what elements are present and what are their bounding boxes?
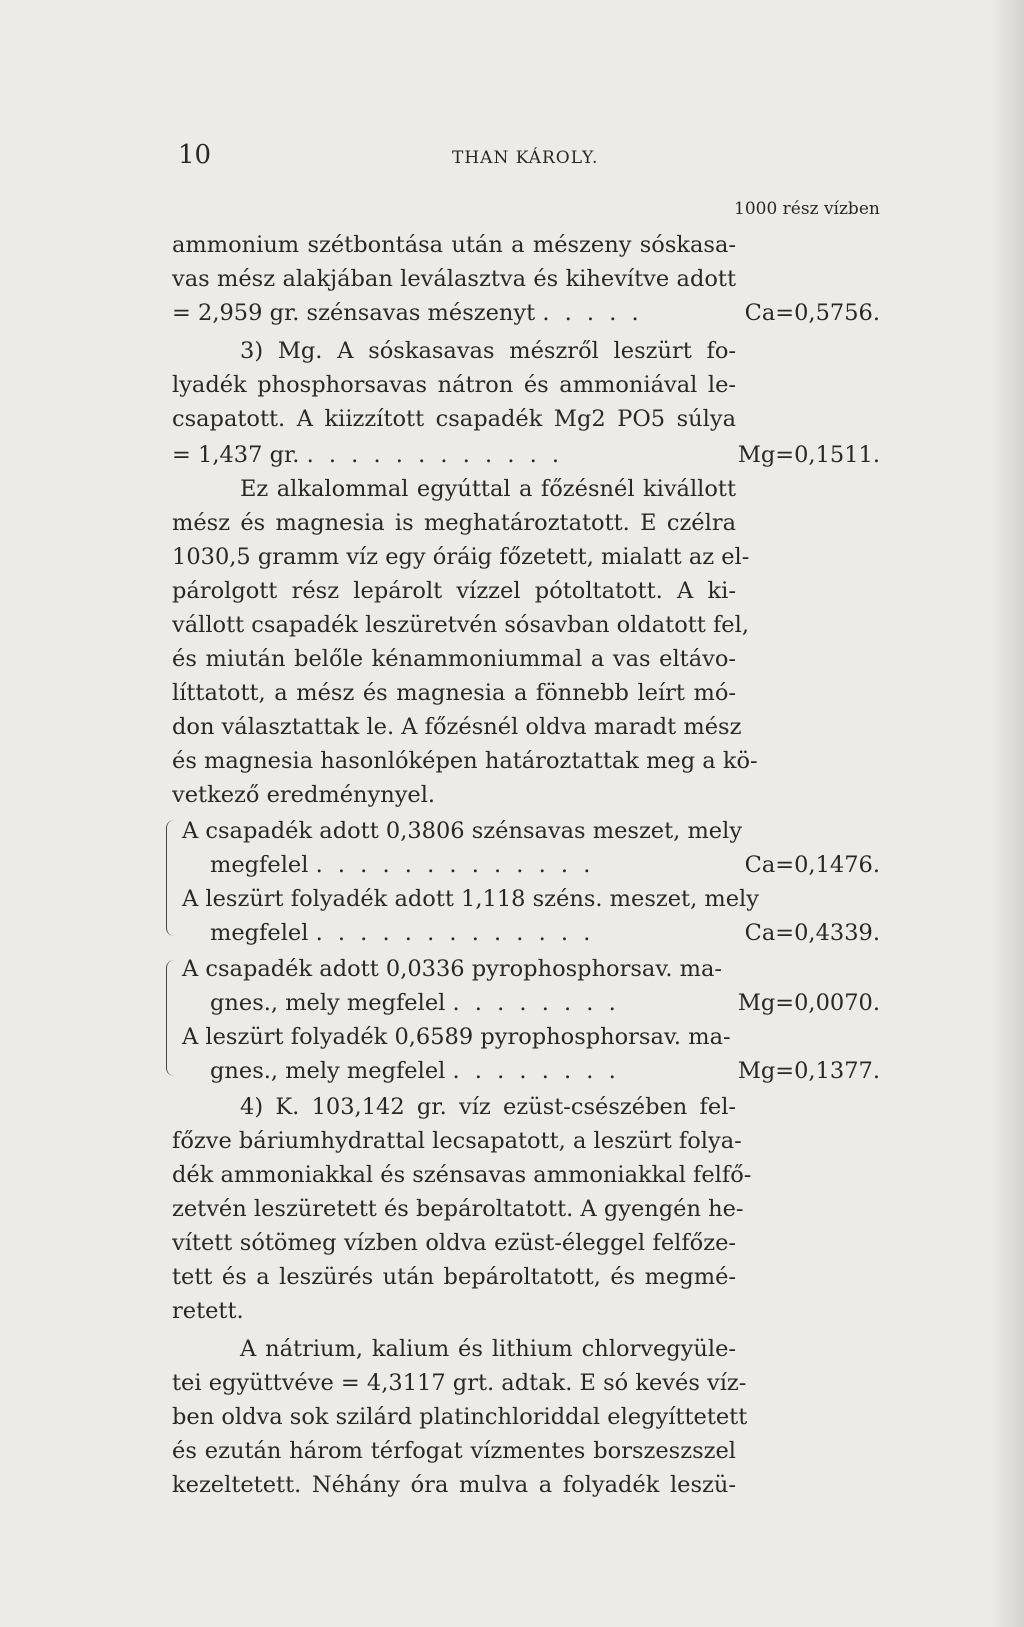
text-line: kezeltetett. Néhány óra mulva a folyadék leszü- [172,1472,736,1498]
text-line: retett. [172,1298,244,1324]
result-value: Mg=0,1511. [737,442,880,468]
page-edge-shadow [990,0,1024,1627]
text-line: és ezután három térfogat vízmentes borszeszszel [172,1438,736,1464]
column-heading: 1000 rész vízben [734,199,880,219]
dot-leader: . . . . . . . . . . . . [306,442,564,468]
text-line: gnes., mely megfelel [210,990,446,1016]
dot-leader: . . . . . . . . . . . . . [315,852,595,878]
text-line-with-value [210,918,880,948]
text-line: tett és a leszürés után bepároltatott, és megmé- [172,1264,736,1290]
text-line-with-value [210,988,880,1018]
text-line: = 2,959 gr. szénsavas mészenyt [172,300,536,326]
text-line: vetkező eredménynyel. [172,782,436,808]
running-head: THAN KÁROLY. [452,148,599,168]
result-value: Mg=0,0070. [737,990,880,1016]
group-brace [166,820,177,936]
text-line: A leszürt folyadék 0,6589 pyrophosphorsav. ma- [182,1024,731,1050]
text-line: csapatott. A kiizzított csapadék Mg2 PO5 súlya [172,406,736,432]
text-line: Ez alkalommal egyúttal a főzésnél kivállott [240,476,736,502]
text-line: A nátrium, kalium és lithium chlorvegyüle- [240,1336,736,1362]
text-line: dék ammoniakkal és szénsavas ammoniakkal felfő- [172,1162,752,1188]
text-line: líttatott, a mész és magnesia a fönnebb leírt mó- [172,680,736,706]
page-number: 10 [178,140,212,170]
text-line: A csapadék adott 0,3806 szénsavas meszet, mely [182,818,743,844]
text-line: vállott csapadék leszüretvén sósavban oldatott fel, [172,612,749,638]
dot-leader: . . . . . . . . . . . . . [315,920,595,946]
text-line: A leszürt folyadék adott 1,118 széns. meszet, mely [182,886,759,912]
result-value: Ca=0,4339. [744,920,880,946]
text-line: vas mész alakjában leválasztva és kihevítve adott [172,266,736,292]
text-line: tei együttvéve = 4,3117 grt. adtak. E só kevés víz- [172,1370,747,1396]
text-line: megfelel [210,920,309,946]
text-line: don választattak le. A főzésnél oldva maradt mész [172,714,742,740]
text-line-with-value [172,298,880,328]
text-line: A csapadék adott 0,0336 pyrophosphorsav. ma- [182,956,723,982]
text-line: megfelel [210,852,309,878]
text-line-with-value [210,1056,880,1086]
text-line: zetvén leszüretett és bepároltatott. A gyengén he- [172,1196,744,1222]
text-line: főzve báriumhydrattal lecsapatott, a leszürt folya- [172,1128,742,1154]
text-line: párolgott rész lepárolt vízzel pótoltatott. A ki- [172,578,736,604]
text-line: ben oldva sok szilárd platinchloriddal elegyíttetett [172,1404,748,1430]
text-line: vített sótömeg vízben oldva ezüst-éleggel felfőze- [172,1230,736,1256]
text-line: lyadék phosphorsavas nátron és ammoniával le- [172,372,736,398]
text-line: ammonium szétbontása után a mészeny sóskasa- [172,232,736,258]
dot-leader: . . . . . [542,300,643,326]
text-line-with-value [172,440,880,470]
result-value: Ca=0,5756. [744,300,880,326]
text-line: és miután belőle kénammoniummal a vas eltávo- [172,646,736,672]
text-line: és magnesia hasonlóképen határoztattak meg a kö- [172,748,758,774]
result-value: Ca=0,1476. [744,852,880,878]
text-line: 4) K. 103,142 gr. víz ezüst-csészében fel- [240,1094,736,1120]
text-line-with-value [210,850,880,880]
dot-leader: . . . . . . . . [452,1058,620,1084]
result-value: Mg=0,1377. [737,1058,880,1084]
text-line: 1030,5 gramm víz egy óráig főzetett, mialatt az el- [172,544,750,570]
text-line: gnes., mely megfelel [210,1058,446,1084]
text-line: 3) Mg. A sóskasavas mészről leszürt fo- [240,338,736,364]
text-line: = 1,437 gr. [172,442,300,468]
group-brace [166,960,177,1076]
dot-leader: . . . . . . . . [452,990,620,1016]
text-line: mész és magnesia is meghatároztatott. E czélra [172,510,736,536]
